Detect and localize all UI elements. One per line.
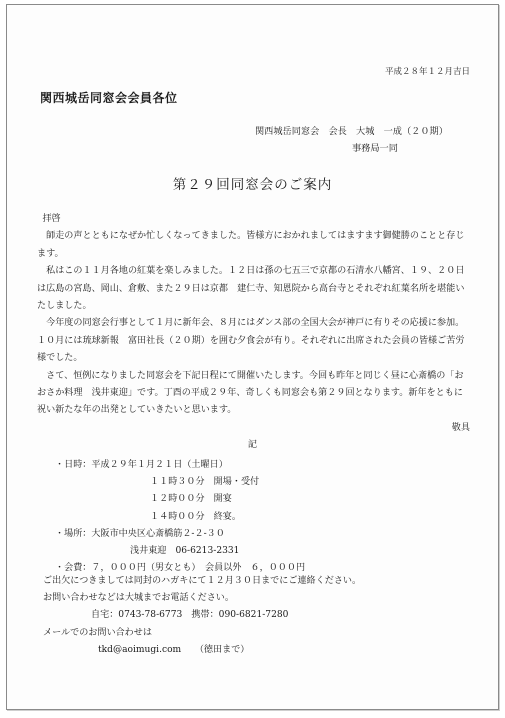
letter-date: 平成２８年１２月吉日 xyxy=(385,67,471,77)
letter-page xyxy=(6,4,499,710)
time-entry: １１時３０分 開場・受付 xyxy=(150,477,260,488)
paragraph: 師走の声とともになぜか忙しくなってきました。皆様方におかれましてはますます御健勝のことと存じます。 xyxy=(37,231,465,259)
paragraph: さて、恒例になりました同窓会を下記日程にて開催いたします。今回も昨年と同じく昼に心斎橋の「おおさか料理 浅井東迎」です。丁酉の平成２９年、奇しくも同窓会も第２９回となります。新年をともに祝い新たな年の出発としていきたいと思います。 xyxy=(37,370,464,416)
sender-line: 関西城岳同窓会 会長 大城 一成（２０期） xyxy=(255,126,448,137)
paragraph: 今年度の同窓会行事として１月に新年会、８月にはダンス部の全国大会が神戸に有りその応援に参加。１０月には琉球新報 富田社長（２０期）を囲む夕食会が有り。それぞれに出席された会員の皆様ご苦労様でした。 xyxy=(37,318,465,364)
phone-numbers: 自宅：0743-78-6773 携帯：090-6821-7280 xyxy=(91,610,289,621)
rsvp-note: ご出欠につきましては同封のハガキにて１２月３０日までにご連絡ください。 xyxy=(43,576,362,586)
page-title: 第２９回同窓会のご案内 xyxy=(172,177,333,193)
time-entry: １４時００分 終宴。 xyxy=(150,511,241,522)
greeting: 拝啓 xyxy=(42,214,61,224)
closing: 敬具 xyxy=(451,422,470,433)
sender-secretariat: 事務局一同 xyxy=(352,143,398,154)
contact-note: お問い合わせなどは大城までお電話ください。 xyxy=(43,593,234,604)
place-name: 浅井東迎 06-6213-2331 xyxy=(130,546,240,557)
datetime: ・日時：平成２９年１月２１日（土曜日） xyxy=(55,460,228,470)
mail-label: メールでのお問い合わせは xyxy=(43,627,152,638)
addressee: 関西城岳同窓会会員各位 xyxy=(40,91,178,105)
paragraph: 私はこの１１月各地の紅葉を楽しみました。１２日は孫の七五三で京都の石清水八幡宮、１９、２０日は広島の宮島、岡山、倉敷、また２９日は京都 建仁寺、知恩院から高台寺とそれぞれ紅葉名所を堪能いたしました。 xyxy=(37,266,465,312)
footer-notes xyxy=(43,573,361,659)
ki-heading: 記 xyxy=(247,439,258,450)
time-entry: １２時００分 開宴 xyxy=(150,494,232,505)
letter-body xyxy=(37,211,472,437)
mail-address: tkd@aoimugi.com （徳田まで） xyxy=(98,644,250,655)
event-details xyxy=(55,457,305,577)
fee: ・会費：７，０００円（男女とも） 会員以外 ６，０００円 xyxy=(55,563,306,574)
place: ・場所：大阪市中央区心斎橋筋２-２-３０ xyxy=(55,528,225,539)
